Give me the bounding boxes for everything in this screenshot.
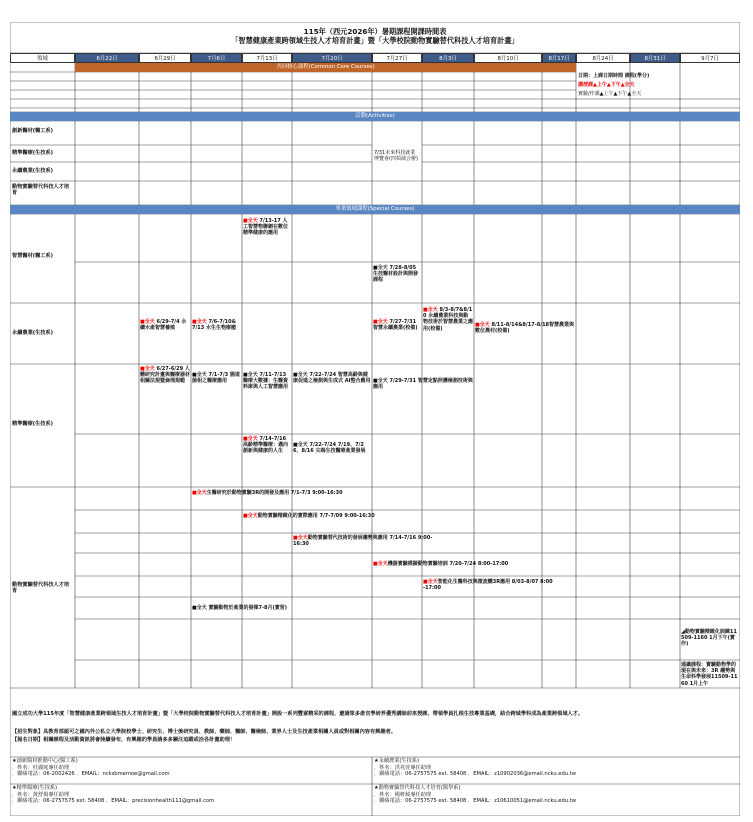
core-courses-band: 共同核心課程(Common Core Courses) — [75, 63, 576, 72]
contact-heading: ★創新醫材推動中心(醫工系) — [12, 758, 78, 764]
full-day-tag: ■全天 — [373, 561, 388, 567]
full-day-tag: ■全天 — [243, 513, 258, 519]
event-p3 — [243, 372, 291, 391]
info-eligibility: 【招生對象】具教育部認可之國內外公私立大學院校學士、研究生、博士後研究員、教師、藥師、醫師、醫檢師、業界人士及生技產業相關人員或對相關內容有興趣者。 — [12, 729, 396, 735]
event-text: 生醫研究於動物實驗3R的開發及應用 7/1-7/3 9:00-16:30 — [206, 490, 343, 496]
full-day-tag: ■全天 — [192, 319, 207, 325]
special-courses-band: 專業領域課程(Special Courses) — [10, 205, 740, 214]
full-day-tag: ■全天 — [140, 366, 155, 372]
week-header: 8月24日 — [576, 53, 630, 63]
contact-name: ．姓名：黃舒揚專任助理 — [12, 791, 70, 798]
event-text: 動物實驗精緻化的實際應用 7/7-7/09 9:00-16:30 — [257, 513, 375, 519]
schedule-sheet — [10, 22, 740, 816]
event-p5 — [373, 378, 473, 390]
week-header: 8月31日 — [630, 53, 680, 63]
contact-precision — [12, 785, 370, 805]
contact-name: ．姓名：洪兆萱專任助理 — [374, 764, 432, 771]
legend-line-1: 日期：上課日期時間 課程(學分) — [578, 73, 650, 79]
contact-phone-email: ．聯絡電話：06-2002426 ．EMAIL：ncksbmemoe@gmail.com — [12, 771, 170, 778]
event-a1 — [192, 490, 372, 496]
row-label-act-precision: 精準醫療(生技系) — [12, 150, 54, 156]
full-day-tag: ■全天 — [192, 605, 207, 611]
event-text: 7/1-7/3 腸道菌相之醫療應用 — [192, 372, 240, 385]
week-header: 7月27日 — [372, 53, 422, 63]
row-label-act-medtech: 創新醫材(醫工系) — [12, 128, 54, 134]
contact-phone-email: ．聯絡電話：06-2757575 ext. 58408 ．EMAIL：z10610051@email.ncku.edu.tw — [374, 798, 576, 805]
event-text: 動物實驗精緻化訓練11509-1160 1月下午(實作) — [681, 629, 737, 648]
contact-animal — [374, 785, 738, 805]
info-intro: 國立成功大學115年度「智慧健康產業跨領域生技人才培育計畫」暨「大學校院動物實驗替代科技人才培育計畫」開設一系列豐富精采的課程，邀請眾多產官學研界優秀講師前來授課，帶領學員扎根生技專業基礎，結合跨域學科成為產業跨領域人才。 — [12, 711, 584, 717]
event-farm-3 — [475, 322, 575, 334]
contact-heading: ★動物實驗替代科技人才培育(醫學系) — [374, 785, 461, 791]
event-text: 全天 7/28-8/05 生技醫材設計與開發課程 — [373, 265, 419, 284]
full-day-tag: ■全天 — [373, 378, 388, 384]
week-header: 6月22日 — [75, 53, 139, 63]
row-label-sp-animal: 動物實驗替代科技人才培育 — [12, 582, 70, 595]
week-header: 8月17日 — [542, 53, 576, 63]
event-text: 機器實驗模擬動物實驗培訓 7/20-7/24 8:00-17:00 — [387, 561, 509, 567]
event-text: 7/29-7/31 智慧定點照護檢測技術與應用 — [373, 378, 473, 391]
event-farm-1 — [373, 319, 421, 331]
event-p6 — [243, 436, 291, 455]
event-ai-iot — [243, 218, 291, 237]
activity-expo: 7/31未來科技就業博覽會(四領域合辦) — [374, 150, 418, 163]
contact-phone-email: ．聯絡電話：06-2757575 ext. 58408 ．EMAIL：precisionhealth111@gmail.com — [12, 798, 215, 805]
week-header: 9月7日 — [680, 53, 740, 63]
row-label-sp-agri: 永續農業(生技系) — [12, 330, 54, 336]
title-line-2: 「智慧健康產業跨領域生技人才培育計畫」暨「大學校院動物實驗替代科技人才培育計畫」 — [231, 36, 519, 45]
week-header: 6月29日 — [139, 53, 191, 63]
full-day-tag: ■全天 — [423, 307, 438, 313]
full-day-tag: ■全天 — [192, 490, 207, 496]
row-label-act-animal: 動物實驗替代科技人才培育 — [12, 184, 70, 197]
contact-name: ．姓名：楊軒綾專任助理 — [374, 791, 432, 798]
event-text: 7/6-7/10&7/13 水生生物療癒 — [192, 319, 237, 332]
row-label-act-agri: 永續農業(生技系) — [12, 168, 54, 174]
legend-line-2: 講授課▲上午▲下午▲全天 — [578, 82, 635, 88]
full-day-tag: ■全天 — [243, 218, 260, 224]
event-text: 7/14-7/16 高齡精準醫療：邁向創新與健康的人生 — [243, 436, 289, 455]
event-text: 6/27-6/29 人體研究計畫與醫療器材相關法規暨倫理規範 — [140, 366, 191, 385]
contact-name: ．姓名：杜麗庭專任助理 — [12, 764, 70, 771]
event-a5 — [423, 579, 553, 591]
week-header: 8月3日 — [422, 53, 474, 63]
event-a8: 通識課程：實驗動物學的現在與未來：3R 趨勢與生命科學發展11509-1160 1月上午 — [681, 662, 738, 687]
contact-heading: ★精準醫療(生技系) — [12, 785, 58, 791]
full-day-tag: ■全天 — [243, 372, 258, 378]
info-registration: 【報名日期】相關課程及活動資訊將會陸續發布，有興趣的學員請多多關注追蹤或洽各計畫助理！ — [12, 737, 236, 743]
event-text: 智能化生醫科技與微流體3R應用 8/03-8/07 8:00-17:00 — [423, 579, 553, 592]
contact-medtech — [12, 758, 370, 778]
event-text: 動物實驗替代技術的發展趨勢與應用 7/14-7/16 9:00-16:30 — [293, 535, 433, 548]
full-day-tag: ■全天 — [140, 319, 155, 325]
activities-band: 活動(Activities) — [10, 112, 740, 121]
field-header: 領域 — [10, 53, 75, 63]
event-text: 7/27-7/31智慧永續農業(校備) — [373, 319, 418, 332]
event-a3 — [293, 535, 433, 547]
event-a4 — [373, 561, 573, 567]
event-text: 7/13-17 人工智慧物聯網在數位精準健康的應用 — [243, 218, 289, 237]
event-a6 — [192, 605, 392, 611]
row-label-sp-precision: 精準醫療(生技系) — [12, 421, 54, 427]
contact-heading: ★永續農業(生技系) — [374, 758, 420, 764]
event-a7 — [681, 629, 739, 648]
week-header: 8月10日 — [474, 53, 542, 63]
event-farm-2 — [423, 307, 473, 332]
event-ecology — [192, 319, 241, 331]
full-day-tag: ■全天 — [373, 319, 388, 325]
full-day-tag: ■全天 — [243, 436, 258, 442]
grid-lines — [10, 22, 740, 816]
event-text: 8/11-8/14&8/17-8/18智慧農業與數位農村(校備) — [475, 322, 575, 335]
event-p7 — [293, 442, 371, 454]
week-header: 7月6日 — [191, 53, 242, 63]
event-text: 8/3-8/7&8/10 永續農業科技與動物技術於智慧農業之應用(校備) — [423, 307, 474, 332]
title-line-1: 115年（西元2026年）暑期課程開課時間表 — [303, 27, 447, 36]
row-label-sp-medtech: 智慧醫材(醫工系) — [12, 253, 54, 259]
event-text: 6/29-7/4 永續水產智慧養殖 — [140, 319, 187, 332]
week-header: 7月13日 — [242, 53, 292, 63]
full-day-tag: ■ — [373, 265, 378, 271]
event-aqua — [140, 319, 190, 331]
full-day-tag: ■全天 — [423, 579, 438, 585]
half-day-tag: ◢ — [681, 629, 685, 635]
full-day-tag: ■全天 — [293, 442, 308, 448]
full-day-tag: ■全天 — [475, 322, 490, 328]
full-day-tag: ■全天 — [293, 535, 308, 541]
legend-line-3: 實驗/作課▲上午▲下午▲全天 — [578, 91, 642, 97]
event-text: 7/22-7/24 7/19、7/26、8/16 尖端生技醫療產業發展 — [293, 442, 366, 455]
full-day-tag: ■全天 — [192, 372, 207, 378]
event-medtech-design — [373, 265, 421, 284]
full-day-tag: ■全天 — [293, 372, 308, 378]
event-text: 7/22-7/24 智慧高齡與健康促進之檢測與生成式 AI整合應用 — [293, 372, 371, 385]
event-text: 實驗動物於產業的發揮7-8月(實習) — [206, 605, 288, 611]
week-header: 7月20日 — [292, 53, 372, 63]
event-p4 — [293, 372, 371, 384]
contact-phone-email: ．聯絡電話：06-2757575 ext. 58408 ．EMAIL：z10902036@email.ncku.edu.tw — [374, 771, 576, 778]
event-p1 — [140, 366, 190, 385]
contact-agri — [374, 758, 738, 778]
event-p2 — [192, 372, 241, 384]
event-text: 7/11-7/13 醫療大數據：生醫資料庫與人工智慧應用 — [243, 372, 289, 391]
event-a2 — [243, 513, 383, 519]
